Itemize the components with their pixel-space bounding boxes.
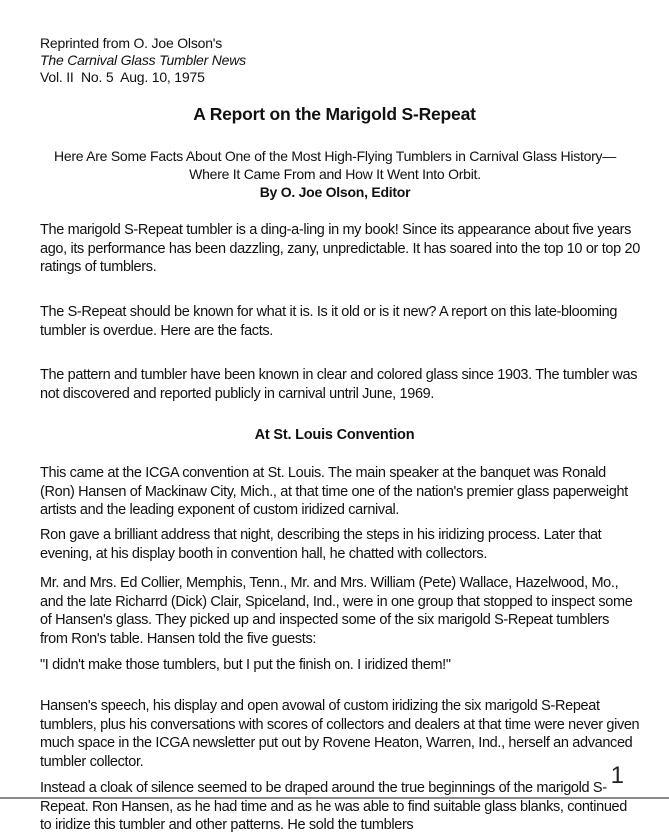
paragraph: [40, 303, 640, 340]
paragraph-text: Mr. and Mrs. Ed Collier, Memphis, Tenn., Mr. and Mrs. William (Pete) Wallace, Hazelwood, Mo., and the late Richarrd (Dick) Clair, Spiceland, Ind., were in one group that stopped to inspect some of Hansen's glass. They picked up and inspected some of the six marigold S-Repeat tumblers from Ron's table. Hansen told the five guests:: [40, 575, 633, 647]
byline: By O. Joe Olson, Editor: [259, 184, 411, 200]
issue-info: Vol. II No. 5 Aug. 10, 1975: [40, 69, 205, 85]
paragraph-text: Instead a cloak of silence seemed to be draped around the true beginnings of the marigold S-Repeat. Ron Hansen, as he had time and as he was able to find suitable glass blanks, continued to iridize this tumbler and other patterns. He sold the tumblers: [40, 780, 627, 833]
paragraph: [40, 526, 640, 563]
paragraph: [40, 574, 640, 648]
article-subtitle-block: [40, 147, 630, 201]
paragraph: [40, 221, 640, 277]
paragraph-text: Ron gave a brilliant address that night, describing the steps in his iridizing process. Later that evening, at his display booth in convention hall, he chatted with collectors.: [40, 527, 602, 562]
paragraph-text: This came at the ICGA convention at St. Louis. The main speaker at the banquet was Ronald (Ron) Hansen of Mackinaw City, Mich., at that time one of the nation's premier glass paperweight artists and the leading exponent of custom iridized carnival.: [40, 465, 628, 518]
quote-paragraph: [40, 656, 640, 675]
reprint-credit: Reprinted from O. Joe Olson's: [40, 35, 223, 51]
article-title: A Report on the Marigold S-Repeat: [193, 104, 476, 124]
quote-text: "I didn't make those tumblers, but I put the finish on. I iridized them!": [40, 657, 451, 673]
masthead: [40, 35, 246, 86]
article-subtitle: Here Are Some Facts About One of the Most High-Flying Tumblers in Carnival Glass History—Where It Came From and How It Went Into Orbit.: [53, 148, 617, 182]
paragraph-text: Hansen's speech, his display and open avowal of custom iridizing the six marigold S-Repeat tumblers, plus his conversations with scores of collectors and dealers at that time were never given much space in the ICGA newsletter put out by Rovene Heaton, Warren, Ind., herself an advanced tumbler collector.: [40, 698, 640, 770]
paragraph: [40, 366, 640, 403]
paragraph: [40, 779, 640, 835]
paragraph-text: The marigold S-Repeat tumbler is a ding-a-ling in my book! Since its appearance about five years ago, its performance has been dazzling, zany, unpredictable. It has soared into the top 10 or top 20 ratings of tumblers.: [40, 222, 640, 275]
paragraph-text: The pattern and tumbler have been known in clear and colored glass since 1903. The tumbler was not discovered and reported publicly in carnival untril June, 1969.: [40, 367, 638, 402]
paragraph-text: The S-Repeat should be known for what it is. Is it old or is it new? A report on this late-blooming tumbler is overdue. Here are the facts.: [40, 304, 618, 339]
section-heading: At St. Louis Convention: [254, 427, 415, 443]
paragraph: [40, 697, 640, 771]
paragraph: [40, 464, 640, 520]
page-number: 1: [610, 762, 624, 789]
publication-name: The Carnival Glass Tumbler News: [40, 52, 246, 68]
